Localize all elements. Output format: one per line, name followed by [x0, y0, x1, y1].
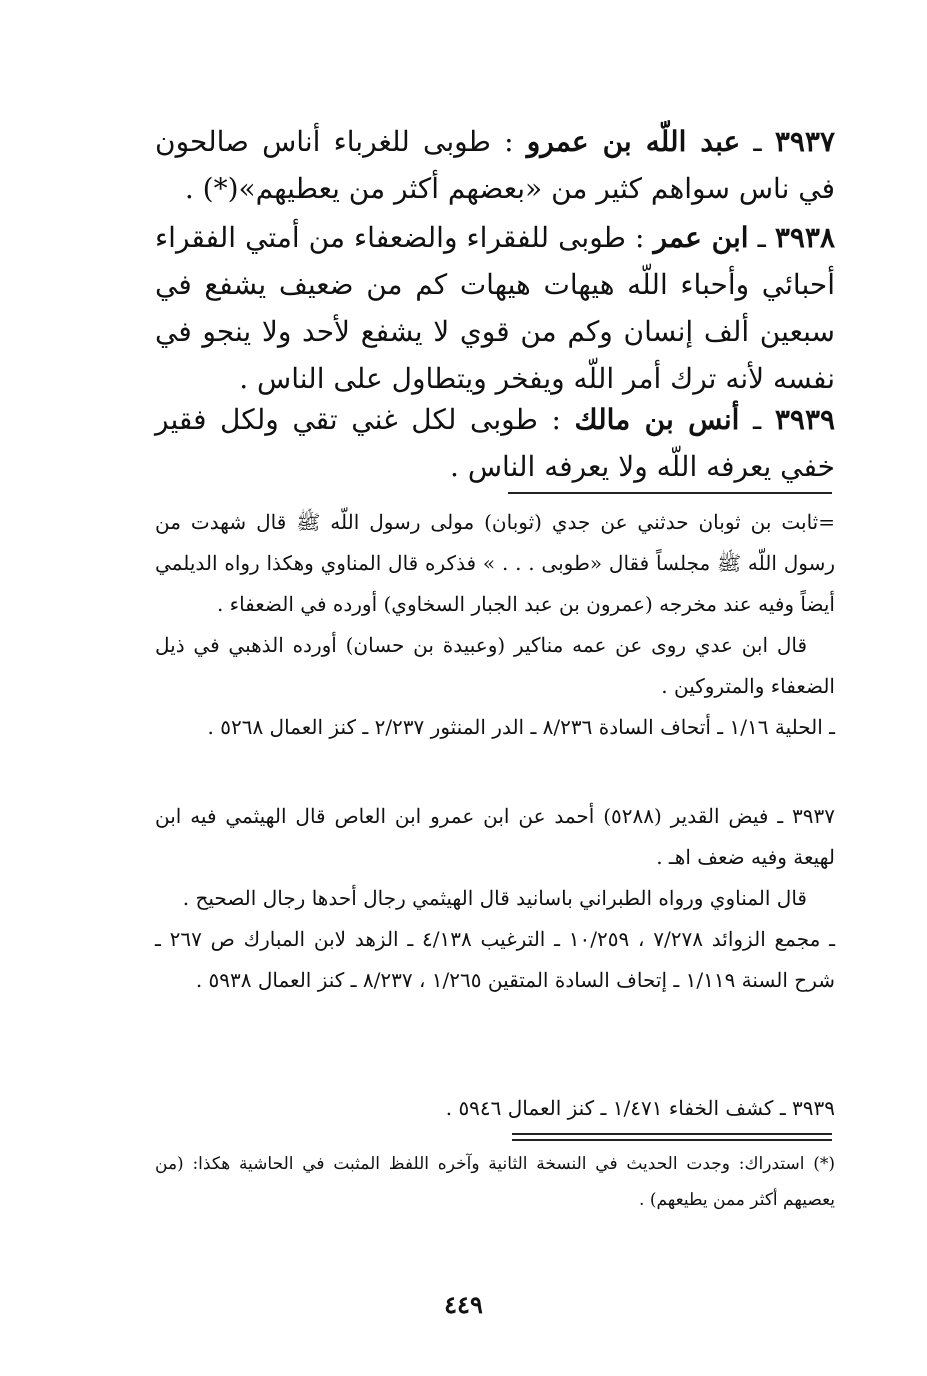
footnote-divider-bottom — [512, 1139, 832, 1141]
hadith-narrator: عبد اللّه بن عمرو — [526, 125, 741, 158]
hadith-text: : طوبى للغرباء أناس صالحون في ناس سواهم كثير من «بعضهم أكثر من يعطيهم»(*) . — [155, 125, 835, 205]
note-references: ـ الحلية ١/١٦ ـ أتحاف السادة ٨/٢٣٦ ـ الدر المنثور ٢/٢٣٧ ـ كنز العمال ٥٢٦٨ . — [207, 715, 835, 739]
hadith-text: : طوبى للفقراء والضعفاء من أمتي الفقراء أحبائي وأحباء اللّه هيهات هيهات كم من ضعيف يشفع في سبعين ألف إنسان وكم من قوي لا يشفع لأحد ولا ينجو في نفسه لأنه ترك أمر اللّه ويفخر ويتطاول على الناس . — [155, 221, 835, 395]
hadith-number: ٣٩٣٩ — [774, 403, 836, 436]
note-paragraph: =ثابت بن ثوبان حدثني عن جدي (ثوبان) مولى رسول اللّه ﷺ قال شهدت من رسول اللّه ﷺ مجلساً فقال «طوبى . . . » فذكره قال المناوي وهكذا رواه الديلمي أيضاً وفيه عند مخرجه (عمرون بن عبد الجبار السخاوي) أورده في الضعفاء . — [155, 510, 835, 616]
page-number: ٤٤٩ — [444, 1290, 483, 1319]
dash: ـ — [740, 125, 762, 158]
dash: ـ — [739, 403, 762, 436]
hadith-number: ٣٩٣٨ — [774, 221, 835, 254]
note-paragraph: ٣٩٣٩ ـ كشف الخفاء ١/٤٧١ ـ كنز العمال ٥٩٤٦ . — [445, 1096, 835, 1120]
footnote-text: (*) استدراك: وجدت الحديث في النسخة الثانية وآخره اللفظ المثبت في الحاشية هكذا: (من يعصيهم أكثر ممن يطيعهم) . — [155, 1154, 835, 1210]
footnote — [155, 1146, 835, 1218]
hadith-narrator: أنس بن مالك — [574, 403, 740, 436]
hadith-3937 — [155, 118, 835, 212]
notes-3937 — [155, 796, 835, 1001]
hadith-narrator: ابن عمر — [653, 221, 749, 254]
note-paragraph: قال المناوي ورواه الطبراني باسانيد قال الهيثمي رجال أحدها رجال الصحيح . — [182, 886, 807, 910]
note-paragraph: ٣٩٣٧ ـ فيض القدير (٥٢٨٨) أحمد عن ابن عمرو ابن العاص قال الهيثمي فيه ابن لهيعة وفيه ضعف اهـ . — [155, 804, 835, 869]
note-references: ـ مجمع الزوائد ٧/٢٧٨ ، ١٠/٢٥٩ ـ الترغيب ٤/١٣٨ ـ الزهد لابن المبارك ص ٢٦٧ ـ شرح السنة ١/١١٩ ـ إتحاف السادة المتقين ١/٢٦٥ ، ٨/٢٣٧ ـ كنز العمال ٥٩٣٨ . — [155, 927, 835, 992]
notes-divider — [508, 492, 832, 494]
note-paragraph: قال ابن عدي روى عن عمه مناكير (وعبيدة بن حسان) أورده الذهبي في ذيل الضعفاء والمتروكين . — [155, 633, 835, 698]
notes-3939 — [155, 1088, 835, 1129]
notes-continued — [155, 502, 835, 748]
hadith-3939 — [155, 396, 835, 490]
footnote-divider-top — [512, 1133, 832, 1135]
dash: ـ — [748, 221, 766, 254]
hadith-3938 — [155, 214, 835, 402]
hadith-number: ٣٩٣٧ — [774, 125, 835, 158]
hadith-text: : طوبى لكل غني تقي ولكل فقير خفي يعرفه اللّه ولا يعرفه الناس . — [155, 403, 835, 483]
